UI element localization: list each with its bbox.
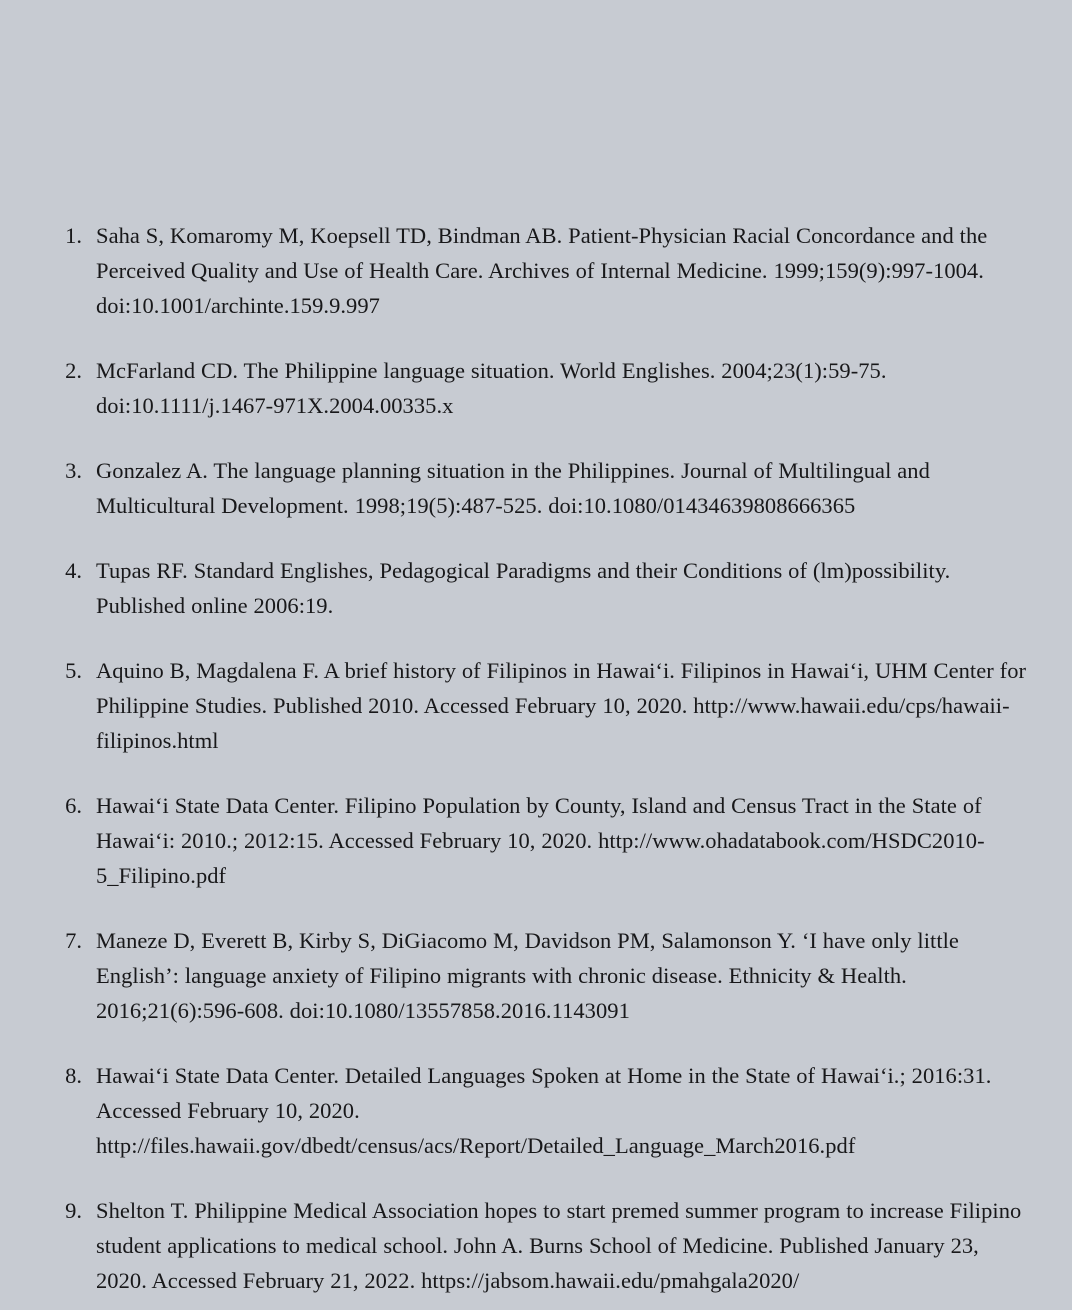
reference-number: 3. <box>65 458 82 483</box>
list-item <box>40 1193 1028 1298</box>
list-item <box>40 353 1028 423</box>
list-item <box>40 1058 1028 1163</box>
reference-text: Aquino B, Magdalena F. A brief history of Filipinos in Hawai‘i. Filipinos in Hawai‘i, UHM Center for Philippine Studies. Published 2010. Accessed February 10, 2020. http://www.hawaii.edu/cps/hawaii-filipinos.html <box>96 658 1027 753</box>
reference-text: Gonzalez A. The language planning situation in the Philippines. Journal of Multilingual and Multicultural Development. 1998;19(5):487-525. doi:10.1080/01434639808666365 <box>96 458 930 518</box>
reference-number: 6. <box>65 793 82 818</box>
reference-number: 7. <box>65 928 82 953</box>
reference-text: Hawai‘i State Data Center. Filipino Population by County, Island and Census Tract in the State of Hawai‘i: 2010.; 2012:15. Accessed February 10, 2020. http://www.ohadatabook.com/HSDC2010-5_Filipino.pdf <box>96 793 985 888</box>
reference-number: 9. <box>65 1198 82 1223</box>
reference-text: Shelton T. Philippine Medical Association hopes to start premed summer program to increase Filipino student applications to medical school. John A. Burns School of Medicine. Published January 23, 2020. Accessed February 21, 2022. https://jabsom.hawaii.edu/pmahgala2020/ <box>96 1198 1022 1293</box>
reference-number: 5. <box>65 658 82 683</box>
reference-text: Maneze D, Everett B, Kirby S, DiGiacomo M, Davidson PM, Salamonson Y. ‘I have only little English’: language anxiety of Filipino migrants with chronic disease. Ethnicity & Health. 2016;21(6):596-608. doi:10.1080/13557858.2016.1143091 <box>96 928 959 1023</box>
reference-list <box>40 218 1028 1298</box>
list-item <box>40 453 1028 523</box>
list-item <box>40 553 1028 623</box>
reference-text: Hawai‘i State Data Center. Detailed Languages Spoken at Home in the State of Hawai‘i.; 2016:31. Accessed February 10, 2020. http://files.hawaii.gov/dbedt/census/acs/Report/Detailed_Language_March2016.pdf <box>96 1063 992 1158</box>
reference-text: McFarland CD. The Philippine language situation. World Englishes. 2004;23(1):59-75. doi:10.1111/j.1467-971X.2004.00335.x <box>96 358 887 418</box>
list-item <box>40 923 1028 1028</box>
reference-number: 8. <box>65 1063 82 1088</box>
reference-number: 2. <box>65 358 82 383</box>
list-item <box>40 653 1028 758</box>
list-item <box>40 788 1028 893</box>
reference-number: 1. <box>65 223 82 248</box>
reference-number: 4. <box>65 558 82 583</box>
list-item <box>40 218 1028 323</box>
reference-text: Saha S, Komaromy M, Koepsell TD, Bindman AB. Patient-Physician Racial Concordance and the Perceived Quality and Use of Health Care. Archives of Internal Medicine. 1999;159(9):997-1004. doi:10.1001/archinte.159.9.997 <box>96 223 988 318</box>
reference-text: Tupas RF. Standard Englishes, Pedagogical Paradigms and their Conditions of (lm)possibility. Published online 2006:19. <box>96 558 951 618</box>
